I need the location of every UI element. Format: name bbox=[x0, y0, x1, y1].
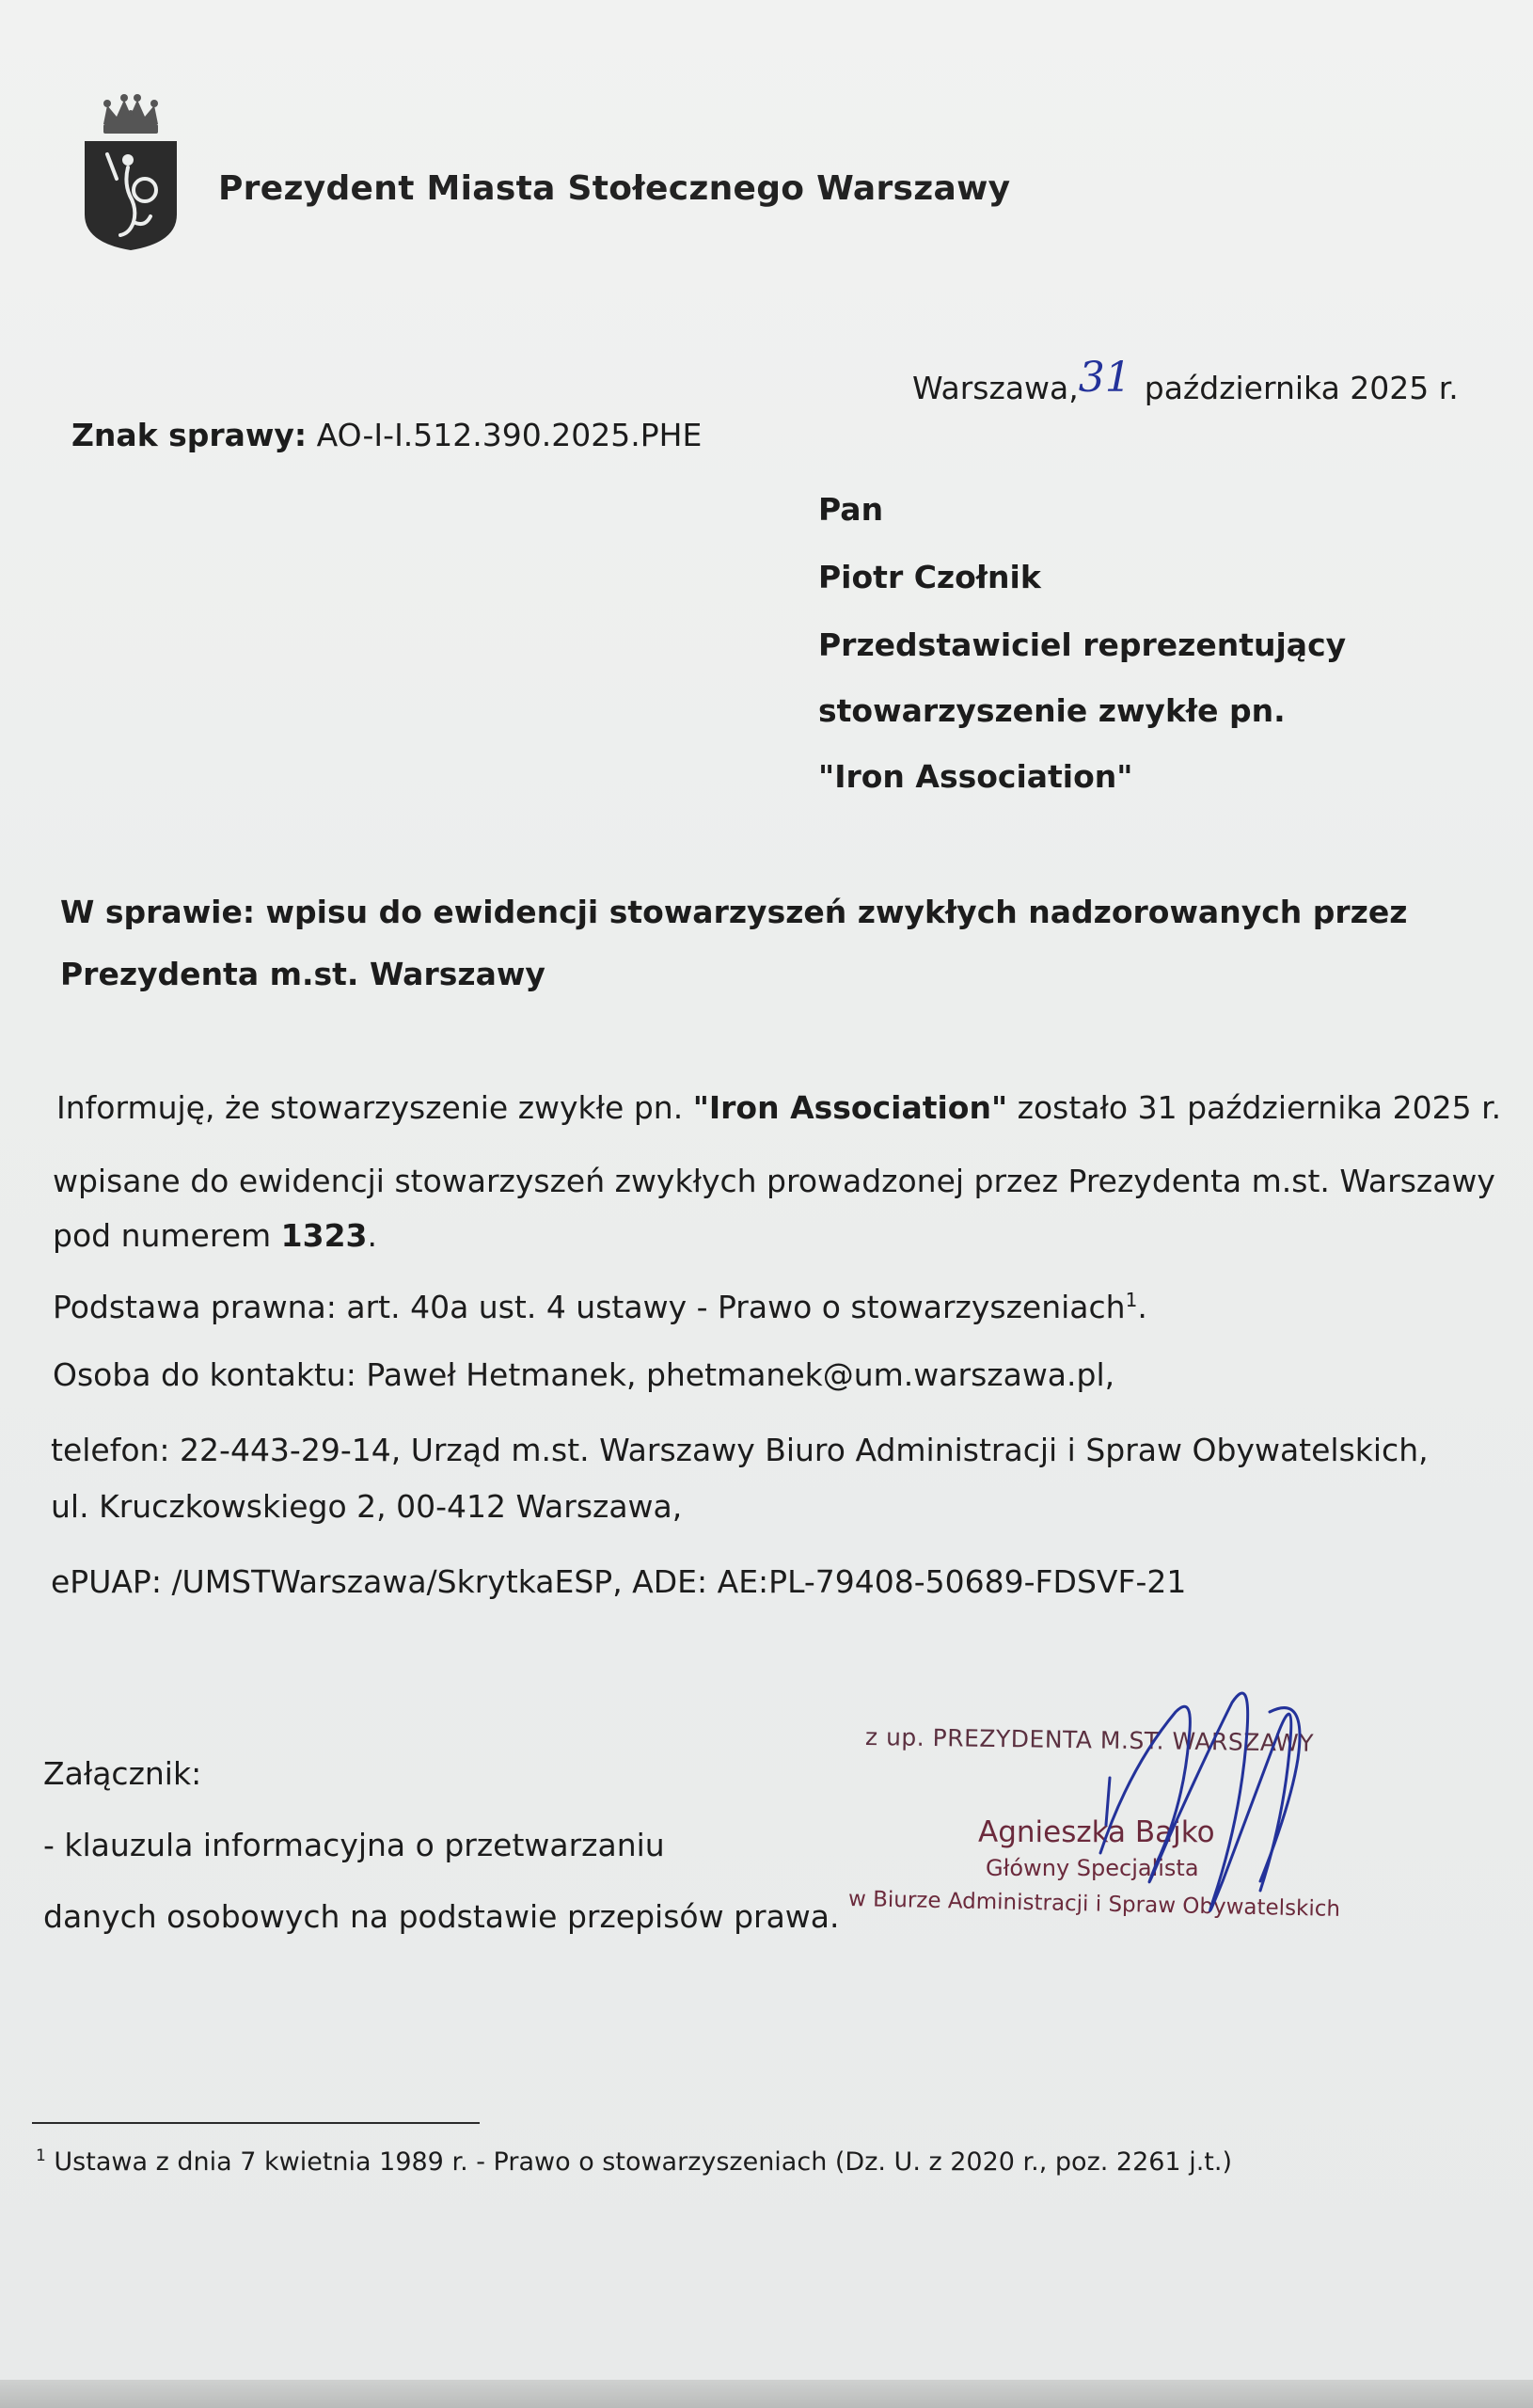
body-text: . bbox=[1137, 1289, 1147, 1325]
stamp-role: Główny Specjalista bbox=[986, 1855, 1199, 1881]
subject-line-1: W sprawie: wpisu do ewidencji stowarzyszeń zwykłych nadzorowanych przez bbox=[60, 894, 1408, 930]
issuer-title: Prezydent Miasta Stołecznego Warszawy bbox=[218, 169, 1011, 208]
addressee-line-2: Piotr Czołnik bbox=[818, 559, 1041, 595]
association-name: "Iron Association" bbox=[692, 1089, 1008, 1126]
attachment-line-2: danych osobowych na podstawie przepisów prawa. bbox=[43, 1898, 840, 1935]
letter-date bbox=[912, 354, 1459, 409]
body-line-3 bbox=[53, 1217, 377, 1254]
contact-epuap: ePUAP: /UMSTWarszawa/SkrytkaESP, ADE: AE:PL-79408-50689-FDSVF-21 bbox=[51, 1563, 1187, 1600]
stamp-department: w Biurze Administracji i Spraw Obywatelskich bbox=[847, 1887, 1341, 1922]
case-number bbox=[71, 417, 702, 453]
contact-person: Osoba do kontaktu: Paweł Hetmanek, phetmanek@um.warszawa.pl, bbox=[53, 1356, 1115, 1393]
body-text: Informuję, że stowarzyszenie zwykłe pn. bbox=[56, 1089, 693, 1126]
body-text: pod numerem bbox=[53, 1217, 281, 1254]
warsaw-mermaid-crest-icon bbox=[79, 92, 182, 252]
contact-phone: telefon: 22-443-29-14, Urząd m.st. Warszawy Biuro Administracji i Spraw Obywatelskich, bbox=[51, 1432, 1429, 1468]
body-text: zostało 31 października 2025 r. bbox=[1007, 1089, 1502, 1126]
footnote-rule bbox=[32, 2122, 480, 2124]
legal-basis bbox=[53, 1289, 1147, 1325]
addressee-line-3: Przedstawiciel reprezentujący bbox=[818, 626, 1347, 663]
stamp-authority: z up. PREZYDENTA M.ST. WARSZAWY bbox=[864, 1723, 1315, 1757]
body-line-2: wpisane do ewidencji stowarzyszeń zwykłych prowadzonej przez Prezydenta m.st. Warszawy bbox=[53, 1163, 1495, 1199]
date-suffix: października 2025 r. bbox=[1144, 370, 1459, 406]
footnote-mark: 1 bbox=[36, 2147, 46, 2165]
footnote-text: Ustawa z dnia 7 kwietnia 1989 r. - Prawo o stowarzyszeniach (Dz. U. z 2020 r., poz. 2261 j.t.) bbox=[54, 2147, 1232, 2177]
contact-address: ul. Kruczkowskiego 2, 00-412 Warszawa, bbox=[51, 1488, 683, 1525]
page-bottom-edge bbox=[0, 2380, 1533, 2408]
registry-number: 1323 bbox=[280, 1217, 368, 1254]
addressee-line-5: "Iron Association" bbox=[818, 758, 1133, 795]
date-day-handwritten: 31 bbox=[1078, 354, 1131, 402]
footnote bbox=[36, 2147, 1232, 2177]
body-line-1 bbox=[56, 1089, 1501, 1126]
attachment-heading: Załącznik: bbox=[43, 1755, 202, 1792]
addressee-line-1: Pan bbox=[818, 491, 884, 528]
attachment-line-1: - klauzula informacyjna o przetwarzaniu bbox=[43, 1827, 665, 1863]
stamp-name: Agnieszka Bajko bbox=[978, 1815, 1215, 1849]
case-number-value: AO-I-I.512.390.2025.PHE bbox=[316, 417, 703, 453]
handwritten-signature-icon bbox=[1072, 1674, 1354, 1947]
addressee-line-4: stowarzyszenie zwykłe pn. bbox=[818, 692, 1286, 729]
footnote-ref: 1 bbox=[1125, 1289, 1138, 1311]
body-text: . bbox=[367, 1217, 377, 1254]
subject-line-2: Prezydenta m.st. Warszawy bbox=[60, 956, 545, 992]
date-prefix: Warszawa, bbox=[912, 370, 1079, 406]
case-number-label: Znak sprawy: bbox=[71, 417, 308, 453]
legal-basis-text: Podstawa prawna: art. 40a ust. 4 ustawy - Prawo o stowarzyszeniach bbox=[53, 1289, 1126, 1325]
